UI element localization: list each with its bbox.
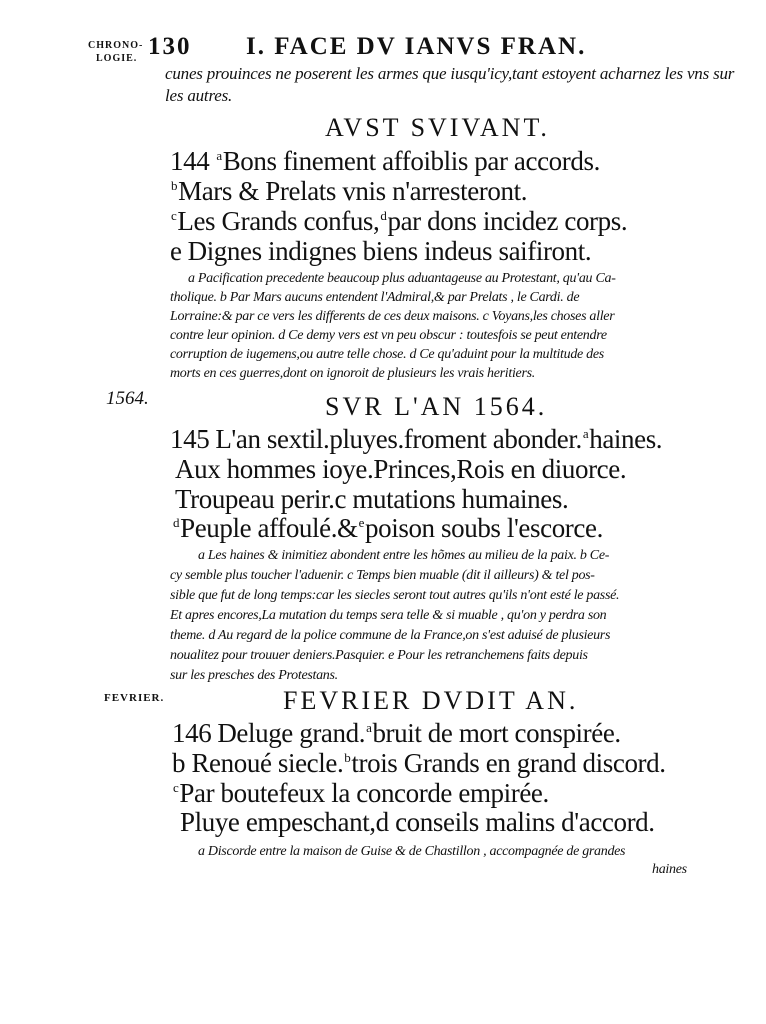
note-line: a Discorde entre la maison de Guise & de Chastillon , accompagnée de grandes xyxy=(198,844,626,859)
intro-line-1: cunes prouinces ne poserent les armes que iusqu'icy,tant estoyent acharnez les vns sur xyxy=(165,64,735,83)
note-line: sible que fut de long temps:car les siecles seront tout autres qu'ils n'ont esté le passé. xyxy=(170,588,620,603)
note-mark: a xyxy=(366,720,372,735)
margin-year-1564: 1564. xyxy=(106,388,149,409)
section-heading-1564: SVR L'AN 1564. xyxy=(325,392,548,421)
quatrain-number: 146 xyxy=(172,718,212,748)
note-line: haines xyxy=(652,862,687,877)
margin-fevrier: FEVRIER. xyxy=(104,692,165,704)
note-line: theme. d Au regard de la police commune de la France,on s'est aduisé de plusieurs xyxy=(170,628,611,643)
verse-line xyxy=(170,206,627,237)
verse-line xyxy=(180,807,655,838)
page-number: 130 xyxy=(148,33,192,60)
verse-line xyxy=(170,424,662,455)
note-line: contre leur opinion. d Ce demy vers est vn peu obscur : toutesfois se peut entendre xyxy=(170,328,607,343)
note-mark: b xyxy=(171,178,178,193)
verse-text: Troupeau perir.c mutations humaines. xyxy=(175,484,569,514)
verse-line xyxy=(172,718,621,749)
note-line: corruption de iugemens,ou autre telle chose. d Ce qu'aduint pour la multitude des xyxy=(170,347,604,362)
note-line: a Les haines & inimitiez abondent entre les hõmes au milieu de la paix. b Ce- xyxy=(198,548,610,563)
verse-text: L'an sextil.pluyes.froment abonder. xyxy=(215,424,582,454)
verse-line xyxy=(170,236,591,267)
margin-chronologie-top: CHRONO- xyxy=(88,40,144,51)
section-heading-fevrier: FEVRIER DVDIT AN. xyxy=(283,686,579,715)
verse-line xyxy=(170,176,527,207)
note-mark: e xyxy=(170,236,182,266)
verse-text: Bons finement affoiblis par accords. xyxy=(222,146,600,176)
note-line: noualitez pour trouuer deniers.Pasquier. e Pour les retranchemens faits depuis xyxy=(170,648,588,663)
note-line: sur les presches des Protestans. xyxy=(170,668,338,683)
note-mark: c xyxy=(173,780,179,795)
verse-text: Dignes indignes biens indeus saifiront. xyxy=(187,236,592,266)
note-mark: d xyxy=(380,208,387,223)
verse-text: b Renoué siecle. xyxy=(172,748,344,778)
margin-chronologie-bottom: LOGIE. xyxy=(96,53,138,64)
verse-text: Les Grands confus, xyxy=(177,206,380,236)
note-mark: c xyxy=(171,208,177,223)
note-line: Et apres encores,La mutation du temps sera telle & si muable , qu'on y perdra son xyxy=(170,608,607,623)
verse-text: trois Grands en grand discord. xyxy=(351,748,666,778)
section-heading-aust: AVST SVIVANT. xyxy=(325,113,550,142)
note-mark: d xyxy=(173,515,180,530)
note-line: a Pacification precedente beaucoup plus aduantageuse au Protestant, qu'au Ca- xyxy=(188,271,616,286)
verse-text: Pluye empeschant,d conseils malins d'accord. xyxy=(180,807,655,837)
verse-text: Deluge grand. xyxy=(217,718,366,748)
note-line: tholique. b Par Mars aucuns entendent l'Admiral,& par Prelats , le Cardi. de xyxy=(170,290,580,305)
note-line: Lorraine:& par ce vers les differents de ces deux maisons. c Voyans,les choses aller xyxy=(170,309,615,324)
note-mark: e xyxy=(358,515,365,530)
verse-text: Mars & Prelats vnis n'arresteront. xyxy=(178,176,528,206)
quatrain-number: 145 xyxy=(170,424,210,454)
note-mark: b xyxy=(344,750,351,765)
verse-line xyxy=(172,513,603,544)
verse-text: Aux hommes ioye.Princes,Rois en diuorce. xyxy=(175,454,627,484)
verse-text: haines. xyxy=(589,424,663,454)
note-mark: a xyxy=(216,148,222,163)
verse-line xyxy=(170,146,600,177)
verse-line xyxy=(172,778,549,809)
verse-line xyxy=(175,454,626,485)
quatrain-number: 144 xyxy=(170,146,210,176)
note-line: morts en ces guerres,dont on ignoroit de plusieurs les vrais heritiers. xyxy=(170,366,535,381)
verse-text: poison soubs l'escorce. xyxy=(365,513,603,543)
verse-text: par dons incidez corps. xyxy=(387,206,628,236)
verse-line xyxy=(172,748,666,779)
intro-line-2: les autres. xyxy=(165,86,233,105)
verse-line xyxy=(175,484,568,515)
note-mark: a xyxy=(582,426,589,441)
verse-text: Par boutefeux la concorde empirée. xyxy=(179,778,549,808)
running-title: I. FACE DV IANVS FRAN. xyxy=(246,33,587,60)
verse-text: Peuple affoulé.& xyxy=(180,513,358,543)
note-line: cy semble plus toucher l'aduenir. c Temps bien muable (dit il ailleurs) & tel pos- xyxy=(170,568,595,583)
verse-text: bruit de mort conspirée. xyxy=(372,718,621,748)
